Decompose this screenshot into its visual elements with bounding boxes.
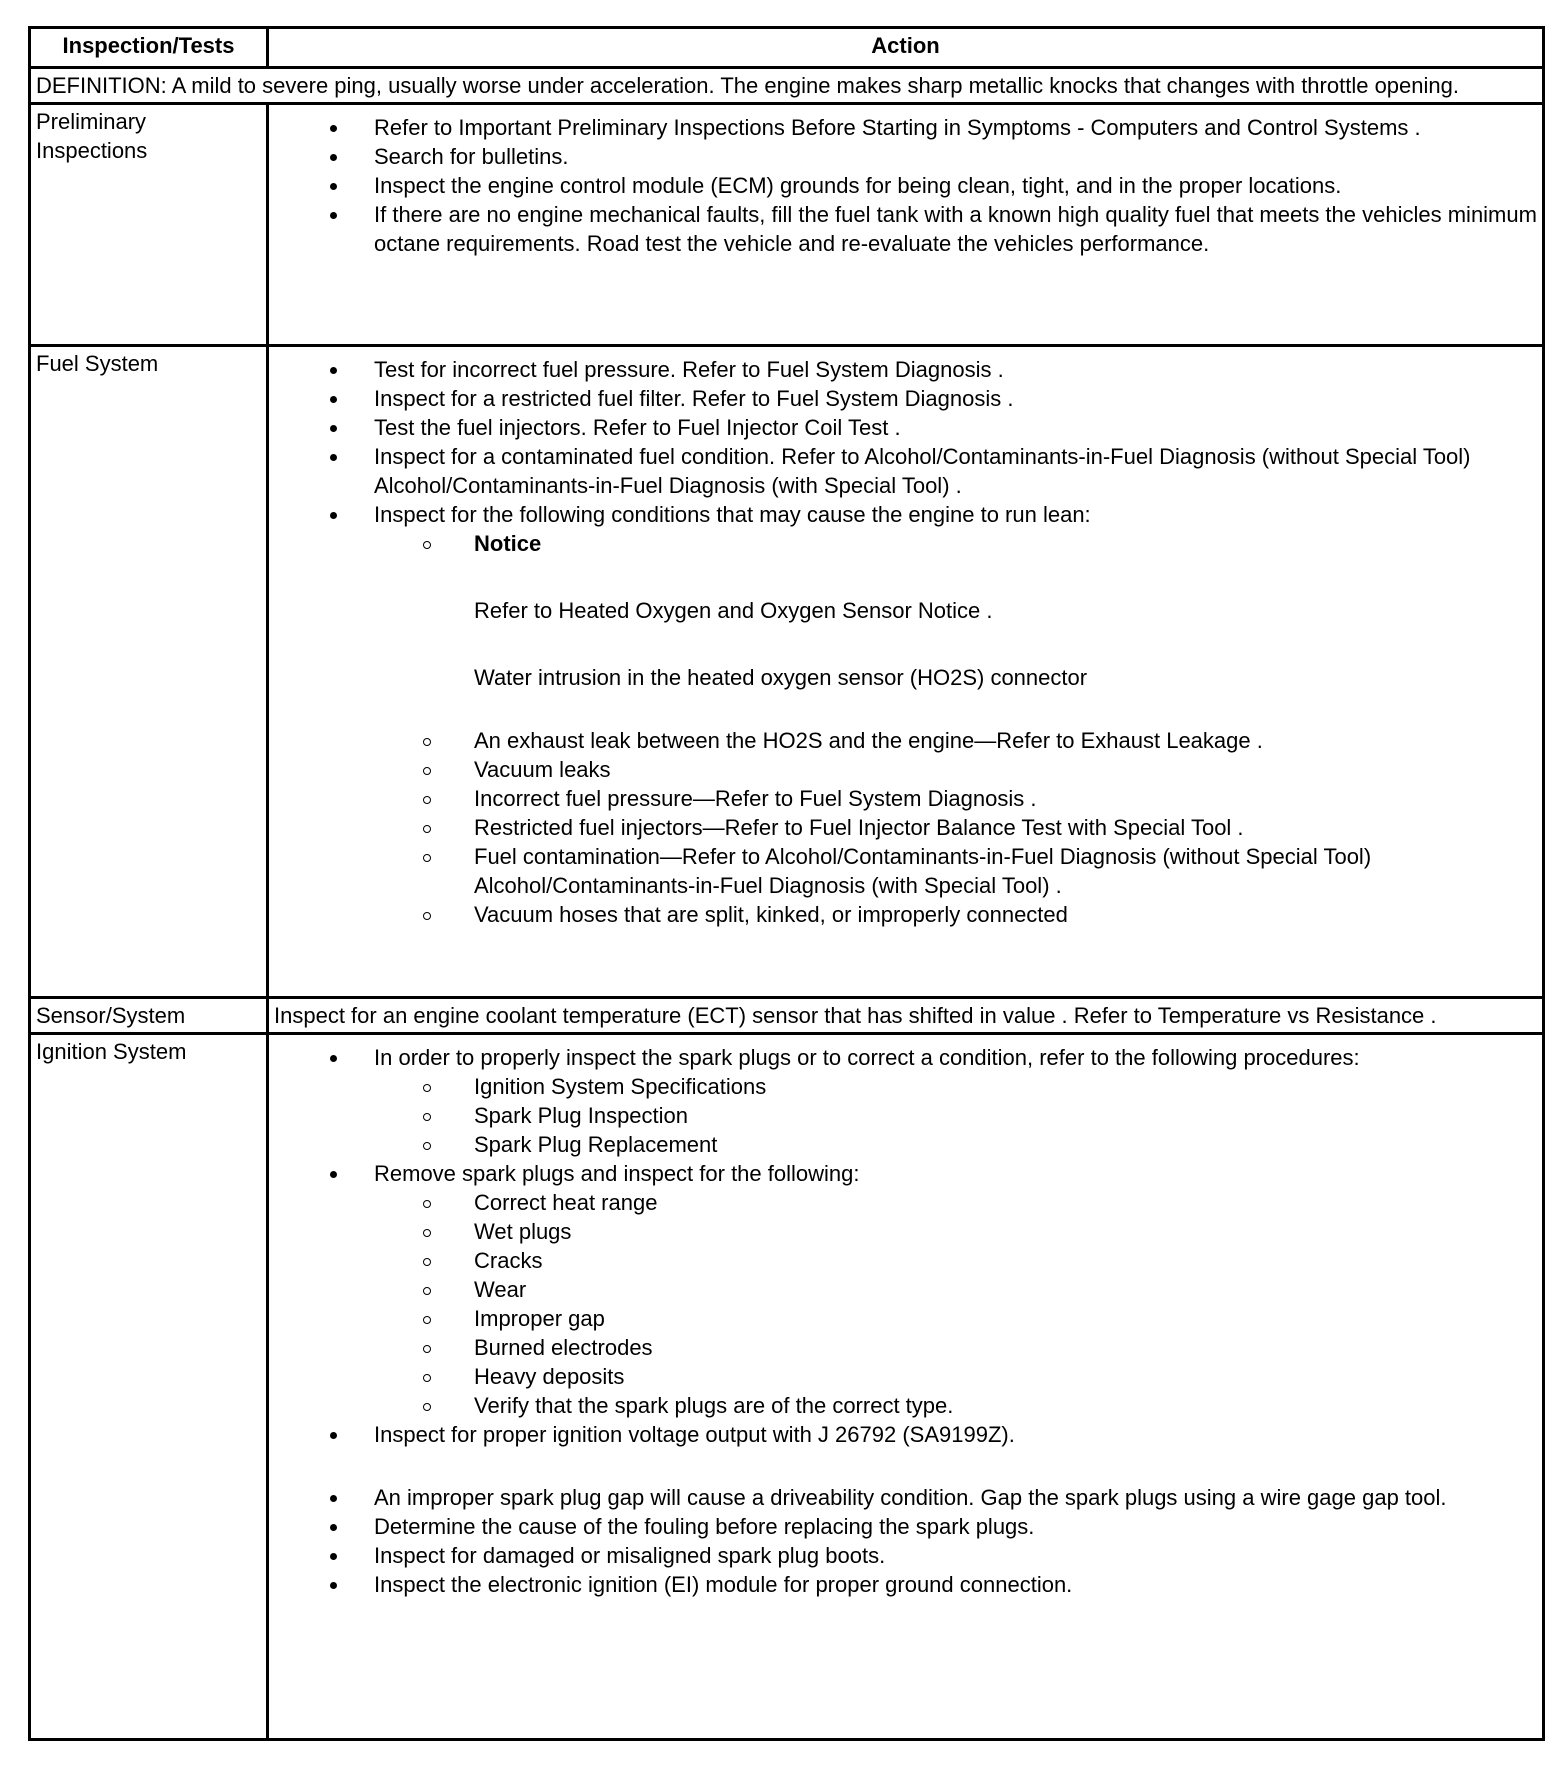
fuel-item: Test for incorrect fuel pressure. Refer to Fuel System Diagnosis . <box>274 355 1537 384</box>
fuel-label: Fuel System <box>30 346 268 998</box>
lean-condition-item: Incorrect fuel pressure—Refer to Fuel System Diagnosis . <box>374 784 1537 813</box>
ignition-item <box>274 1043 1537 1159</box>
preliminary-item: If there are no engine mechanical faults, fill the fuel tank with a known high quality fuel that meets the vehicles minimum octane requirements. Road test the vehicle and re-evaluate the vehicles performance. <box>274 200 1537 258</box>
plug-checks-list <box>374 1188 1537 1420</box>
procedures-list <box>374 1072 1537 1159</box>
procedure-item: Spark Plug Inspection <box>374 1101 1537 1130</box>
ignition-item: Determine the cause of the fouling before replacing the spark plugs. <box>274 1512 1537 1541</box>
ignition-row <box>30 1034 1544 1740</box>
header-action: Action <box>268 28 1544 68</box>
plug-check-item: Burned electrodes <box>374 1333 1537 1362</box>
plug-check-item: Verify that the spark plugs are of the correct type. <box>374 1391 1537 1420</box>
ignition-item-text: Remove spark plugs and inspect for the following: <box>374 1161 860 1186</box>
fuel-item: Test the fuel injectors. Refer to Fuel Injector Coil Test . <box>274 413 1537 442</box>
fuel-row <box>30 346 1544 998</box>
preliminary-actions <box>268 104 1544 346</box>
sensor-label: Sensor/System <box>30 998 268 1034</box>
lean-condition-item: Fuel contamination—Refer to Alcohol/Contaminants-in-Fuel Diagnosis (without Special Tool) Alcohol/Contaminants-in-Fuel Diagnosis (with Special Tool) . <box>374 842 1537 900</box>
ignition-item <box>274 1159 1537 1420</box>
sensor-row <box>30 998 1544 1034</box>
definition-text: DEFINITION: A mild to severe ping, usually worse under acceleration. The engine makes sharp metallic knocks that changes with throttle opening. <box>30 68 1544 104</box>
plug-check-item: Correct heat range <box>374 1188 1537 1217</box>
preliminary-row <box>30 104 1544 346</box>
lean-condition-item: Vacuum leaks <box>374 755 1537 784</box>
fuel-item: Inspect for a restricted fuel filter. Refer to Fuel System Diagnosis . <box>274 384 1537 413</box>
preliminary-item: Inspect the engine control module (ECM) grounds for being clean, tight, and in the proper locations. <box>274 171 1537 200</box>
procedure-item: Spark Plug Replacement <box>374 1130 1537 1159</box>
plug-check-item: Wet plugs <box>374 1217 1537 1246</box>
ignition-item-text: In order to properly inspect the spark plugs or to correct a condition, refer to the following procedures: <box>374 1045 1360 1070</box>
ignition-item: Inspect for proper ignition voltage output with J 26792 (SA9199Z). <box>274 1420 1537 1449</box>
fuel-list <box>274 355 1537 929</box>
notice-item <box>374 529 1537 692</box>
plug-check-item: Improper gap <box>374 1304 1537 1333</box>
header-row <box>30 28 1544 68</box>
lean-condition-item: Restricted fuel injectors—Refer to Fuel Injector Balance Test with Special Tool . <box>374 813 1537 842</box>
ignition-list <box>274 1043 1537 1599</box>
lean-condition-item: An exhaust leak between the HO2S and the engine—Refer to Exhaust Leakage . <box>374 726 1537 755</box>
notice-line: Water intrusion in the heated oxygen sensor (HO2S) connector <box>474 665 1088 690</box>
sensor-text: Inspect for an engine coolant temperature (ECT) sensor that has shifted in value . Refer to Temperature vs Resistance . <box>268 998 1544 1034</box>
fuel-item-text: Inspect for the following conditions that may cause the engine to run lean: <box>374 502 1091 527</box>
fuel-item: Inspect for a contaminated fuel condition. Refer to Alcohol/Contaminants-in-Fuel Diagnosis (without Special Tool) Alcohol/Contaminants-in-Fuel Diagnosis (with Special Tool) . <box>274 442 1537 500</box>
lean-conditions-list <box>374 529 1537 929</box>
plug-check-item: Wear <box>374 1275 1537 1304</box>
fuel-item-lean-conditions <box>274 500 1537 929</box>
plug-check-item: Heavy deposits <box>374 1362 1537 1391</box>
ignition-item: An improper spark plug gap will cause a driveability condition. Gap the spark plugs using a wire gage gap tool. <box>274 1483 1537 1512</box>
ignition-item: Inspect for damaged or misaligned spark plug boots. <box>274 1541 1537 1570</box>
header-inspection-tests: Inspection/Tests <box>30 28 268 68</box>
diagnostic-table <box>28 26 1545 1741</box>
ignition-item: Inspect the electronic ignition (EI) module for proper ground connection. <box>274 1570 1537 1599</box>
fuel-actions <box>268 346 1544 998</box>
definition-row <box>30 68 1544 104</box>
notice-title: Notice <box>474 531 542 556</box>
preliminary-item: Search for bulletins. <box>274 142 1537 171</box>
preliminary-label: Preliminary Inspections <box>30 104 268 346</box>
preliminary-item: Refer to Important Preliminary Inspections Before Starting in Symptoms - Computers and Control Systems . <box>274 113 1537 142</box>
plug-check-item: Cracks <box>374 1246 1537 1275</box>
preliminary-list <box>274 113 1537 258</box>
ignition-actions <box>268 1034 1544 1740</box>
notice-line: Refer to Heated Oxygen and Oxygen Sensor Notice . <box>474 598 993 623</box>
lean-condition-item: Vacuum hoses that are split, kinked, or improperly connected <box>374 900 1537 929</box>
ignition-label: Ignition System <box>30 1034 268 1740</box>
procedure-item: Ignition System Specifications <box>374 1072 1537 1101</box>
